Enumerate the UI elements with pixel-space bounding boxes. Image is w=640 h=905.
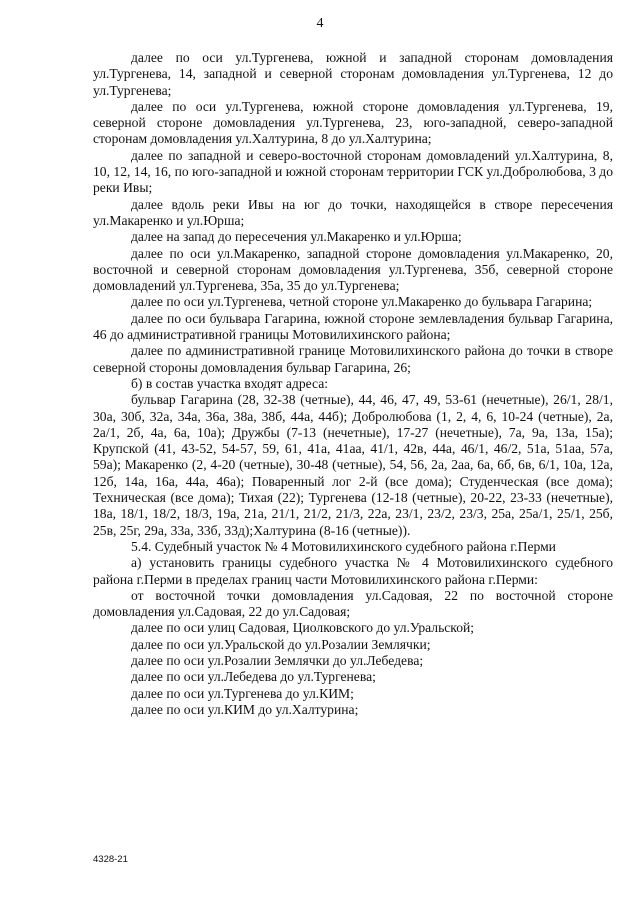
- paragraph: далее по оси ул.КИМ до ул.Халтурина;: [131, 701, 359, 717]
- paragraph: далее на запад до пересечения ул.Макаренко и ул.Юрша;: [131, 229, 462, 245]
- paragraph: от восточной точки домовладения ул.Садовая, 22 по восточной стороне домовладения ул.Садовая, 22 до ул.Садовая;: [93, 587, 613, 620]
- paragraph: далее по оси ул.Тургенева до ул.КИМ;: [131, 685, 354, 701]
- paragraph: далее по оси ул.Розалии Землячки до ул.Лебедева;: [131, 652, 424, 668]
- paragraph: б) в состав участка входят адреса:: [131, 375, 329, 391]
- paragraph: далее по оси ул.Лебедева до ул.Тургенева;: [131, 669, 376, 685]
- paragraph: далее по западной и северо-восточной сторонам домовладений ул.Халтурина, 8, 10, 12, 14, 16, по юго-западной и южной сторонам территории ГСК ул.Добролюбова, 3 до реки Ивы;: [93, 147, 613, 196]
- paragraph: далее по оси ул.Уральской до ул.Розалии Землячки;: [131, 636, 431, 652]
- document-code: 4328-21: [93, 854, 128, 865]
- page-number: 4: [316, 16, 324, 31]
- paragraph: далее по оси ул.Тургенева, южной стороне домовладения ул.Тургенева, 19, северной стороне домовладения ул.Тургенева, 23, юго-западной, северо-западной сторонам домовладения ул.Халтурина, 8 до ул.Халтурина;: [93, 98, 613, 147]
- section-heading: 5.4. Судебный участок № 4 Мотовилихинского судебного района г.Перми: [131, 538, 556, 554]
- paragraph: далее по оси улиц Садовая, Циолковского до ул.Уральской;: [131, 620, 475, 636]
- paragraph: далее по оси ул.Тургенева, южной и западной сторонам домовладения ул.Тургенева, 14, западной и северной сторонам домовладения ул.Тургенева, 12 до ул.Тургенева;: [93, 50, 613, 98]
- paragraph: а) установить границы судебного участка № 4 Мотовилихинского судебного района г.Перми в пределах границ части Мотовилихинского района г.Перми:: [93, 555, 613, 587]
- paragraph: далее по оси ул.Макаренко, западной стороне домовладения ул.Макаренко, 20, восточной и северной сторонам домовладения ул.Тургенева, 35б, северной стороне домовладений ул.Тургенева, 35а, 35 до ул.Тургенева;: [93, 245, 613, 294]
- paragraph: далее по оси бульвара Гагарина, южной стороне землевладения бульвар Гагарина, 46 до административной границы Мотовилихинского района;: [93, 310, 613, 343]
- paragraph: далее по оси ул.Тургенева, четной стороне ул.Макаренко до бульвара Гагарина;: [131, 294, 593, 310]
- document-body: [93, 50, 613, 718]
- paragraph: далее вдоль реки Ивы на юг до точки, находящейся в створе пересечения ул.Макаренко и ул.Юрша;: [93, 196, 613, 228]
- paragraph: далее по административной границе Мотовилихинского района до точки в створе северной стороны домовладения бульвар Гагарина, 26;: [93, 343, 613, 375]
- address-list-paragraph: бульвар Гагарина (28, 32-38 (четные), 44, 46, 47, 49, 53-61 (нечетные), 26/1, 28/1, 30а, 30б, 32а, 34а, 36а, 38а, 38б, 44а, 44б); Добролюбова (1, 2, 4, 6, 10-24 (четные), 2а, 2а/1, 2б, 4а, 6а, 10а); Дружбы (7-13 (нечетные), 17-27 (нечетные), 7а, 9а, 13а, 15а); Крупской (41, 43-52, 54-57, 59, 61, 41а, 41аа, 41/1, 42в, 44а, 46/1, 46/2, 51а, 51аа, 57а, 59а); Макаренко (2, 4-20 (четные), 30-48 (четные), 54, 56, 2а, 2аа, 6а, 6б, 6в, 6/1, 10а, 12а, 12б, 14а, 16а, 44а, 46а); Поваренный лог 2-й (все дома); Студенческая (все дома); Техническая (все дома); Тихая (22); Тургенева (12-18 (четные), 20-22, 23-33 (нечетные), 18а, 18/1, 18/2, 18/3, 19а, 21а, 21/1, 21/2, 21/3, 22а, 23/1, 23/2, 23/3, 25а, 25а/1, 25/1, 25б, 25в, 25г, 29а, 33а, 33б, 33д);Халтурина (8-16 (четные)).: [93, 392, 613, 538]
